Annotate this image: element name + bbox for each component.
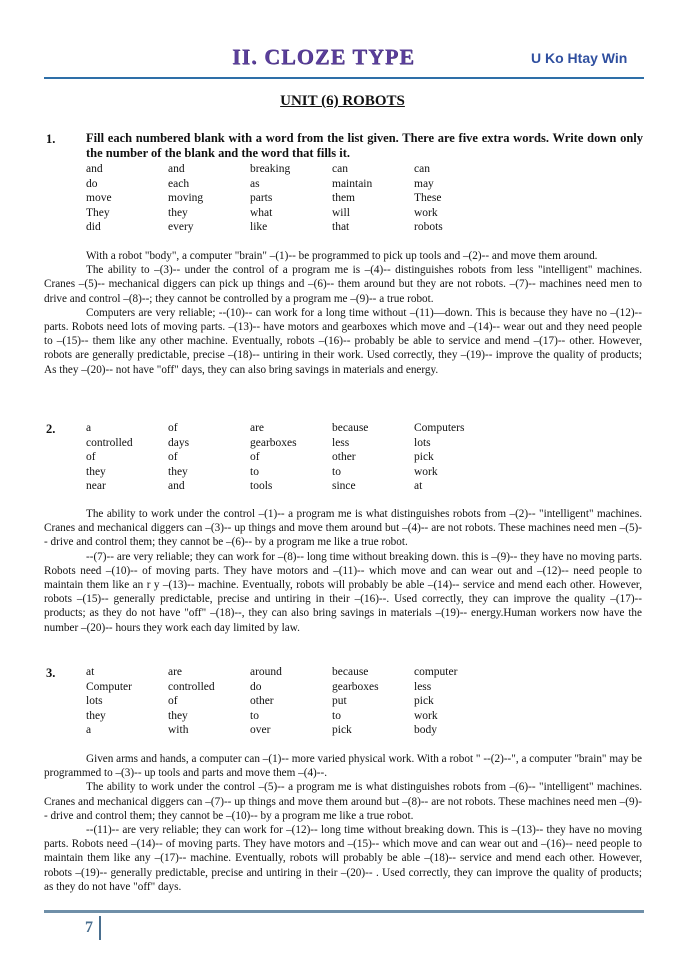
word-option: may — [414, 177, 434, 190]
passage-paragraph: --(7)-- are very reliable; they can work for –(8)-- long time without breaking down. this is –(9)-- they have no moving parts. Robots need –(10)-- of moving parts. They have motors and –(11)-- which move and can wear out and –(12)-- need people to maintain them like an r y –(13)-- machine. Eventually, robots will probably be able –(14)-- service and mend each other. However, robots –(15)-- generally predictable, precise and untiring in their –(16)--. Used correctly, they can improve the quality –(17)-- products; as they do not have "off" –(18)--, they can also bring savings in materials –(19)-- energy.Human workers now have the number –(20)-- hours they work each day limited by law. — [44, 550, 642, 634]
question-3-number: 3. — [46, 666, 56, 680]
word-option: robots — [414, 221, 443, 233]
word-option: put — [332, 695, 347, 707]
word-list-1 — [86, 162, 504, 235]
cloze-passage-1 — [44, 249, 642, 377]
word-option: since — [332, 480, 356, 492]
word-option: body — [414, 724, 437, 736]
question-2-number: 2. — [46, 422, 56, 436]
word-option: of — [250, 451, 260, 463]
author-name: U Ko Htay Win — [531, 50, 628, 66]
word-option: computer — [414, 666, 458, 678]
cloze-passage-2 — [44, 507, 642, 635]
word-option: to — [332, 465, 341, 478]
word-option: because — [332, 422, 369, 434]
word-option: to — [250, 709, 259, 722]
word-option: can — [332, 163, 348, 175]
word-option: because — [332, 666, 369, 678]
word-option: lots — [414, 436, 431, 449]
word-option: move — [86, 192, 112, 204]
word-option: can — [414, 163, 430, 175]
page-header — [0, 0, 685, 80]
question-1-instruction: Fill each numbered blank with a word from the list given. There are five extra words. Write down only the number of the blank and the word that fills it. — [86, 131, 643, 160]
word-option: moving — [168, 192, 204, 204]
word-option: they — [168, 206, 188, 219]
passage-paragraph: The ability to –(3)-- under the control of a program me is –(4)-- distinguishes robots from less "intelligent" machines. Cranes –(5)-- mechanical diggers can pick up things and –(6)-- them around but they are not robots. –(7)-- machines need men to drive and control –(8)--; they cannot be controlled by a program me –(9)-- a true robot. — [44, 264, 642, 305]
word-option: gearboxes — [250, 436, 297, 449]
word-option: Computers — [414, 422, 465, 434]
header-divider — [44, 77, 644, 79]
passage-paragraph: The ability to work under the control –(5)-- a program me is what distinguishes robots from –(6)-- "intelligent" machines. Cranes and mechanical diggers can –(7)-- up things and move them around but –(8)-- are not robots. These machines need men –(9)-- drive and control them; they cannot be –(10)-- by a program me like a true robot. — [44, 781, 642, 822]
word-option: other — [332, 451, 356, 463]
unit-title: UNIT (6) ROBOTS — [280, 93, 405, 109]
page-number-bar — [99, 916, 101, 940]
word-option: are — [250, 422, 265, 434]
footer-divider — [44, 910, 644, 913]
word-option: will — [332, 206, 350, 219]
word-option: pick — [414, 695, 434, 707]
word-option: they — [86, 465, 106, 478]
word-option: like — [250, 221, 268, 233]
word-option: they — [86, 709, 106, 722]
passage-paragraph: --(11)-- are very reliable; they can work for –(12)-- long time without breaking down. This is –(13)-- they have no moving parts. Robots need –(14)-- of moving parts. They have motors and –(15)-- which move and can wear out and –(16)-- need people to maintain them like any –(17)-- machine. Eventually, robots will probably be able –(18)-- service and mend each other. However, robots –(19)-- generally predictable, precise and untiring in their –(20)-- . Used correctly, they can improve the quality of products; as they do not have "off" days. — [44, 824, 642, 893]
word-option: of — [168, 422, 178, 434]
word-option: parts — [250, 192, 273, 204]
word-option: with — [168, 724, 189, 736]
word-list-3 — [86, 665, 504, 738]
word-option: work — [414, 465, 438, 478]
word-option: lots — [86, 695, 103, 707]
passage-paragraph: Given arms and hands, a computer can –(1)-- more varied physical work. With a robot " --(2)--", a computer "brain" may be programmed to –(3)-- up tools and parts and move them –(4)--. — [44, 753, 642, 780]
word-option: what — [250, 206, 273, 219]
word-option: do — [86, 177, 98, 190]
word-option: less — [414, 680, 432, 693]
word-option: pick — [414, 451, 434, 463]
word-option: controlled — [168, 680, 215, 693]
word-option: gearboxes — [332, 680, 379, 693]
word-option: every — [168, 221, 194, 233]
word-option: Computer — [86, 680, 132, 693]
word-option: around — [250, 666, 282, 678]
cloze-passage-3 — [44, 752, 642, 894]
word-option: they — [168, 465, 188, 478]
word-option: and — [86, 163, 103, 175]
word-option: over — [250, 724, 271, 736]
word-option: These — [414, 192, 442, 204]
word-option: they — [168, 709, 188, 722]
question-1-number: 1. — [46, 132, 56, 146]
word-option: a — [86, 724, 92, 736]
word-option: work — [414, 709, 438, 722]
word-option: near — [86, 480, 106, 492]
word-option: are — [168, 666, 183, 678]
word-option: of — [86, 451, 96, 463]
word-option: of — [168, 451, 178, 463]
word-option: do — [250, 680, 262, 693]
passage-paragraph: Computers are very reliable; --(10)-- can work for a long time without –(11)—down. This is because they have no –(12)-- parts. Robots need lots of moving parts. –(13)-- have motors and gearboxes which move and –(14)-- wear out and they need people to –(15)-- them like any other machine. Eventually, robots –(16)-- probably be able to service and mend –(17)-- other. However, robots are generally predictable, precise –(18)-- untiring in their work. Used correctly, they –(19)-- improve the quality of products; As they –(20)-- not have "off" days, they can also bring savings in materials and energy. — [44, 306, 642, 376]
word-option: each — [168, 177, 190, 190]
word-option: did — [86, 221, 101, 233]
word-option: controlled — [86, 436, 133, 449]
word-option: as — [250, 177, 260, 190]
word-option: a — [86, 422, 92, 434]
word-option: tools — [250, 480, 273, 492]
word-option: and — [168, 163, 185, 175]
word-option: to — [250, 465, 259, 478]
word-option: at — [414, 480, 423, 492]
word-option: and — [168, 480, 185, 492]
word-option: them — [332, 192, 355, 204]
passage-paragraph: The ability to work under the control –(1)-- a program me is what distinguishes robots from –(2)-- "intelligent" machines. Cranes and mechanical diggers can –(3)-- up things and move them around but –(4)-- are not robots. These machines need men –(5)-- drive and control them; they cannot be –(6)-- by a program me like a true robot. — [44, 508, 642, 549]
word-option: that — [332, 221, 350, 233]
word-option: They — [86, 206, 110, 219]
page-number: 7 — [85, 919, 93, 936]
word-option: other — [250, 695, 274, 707]
word-option: pick — [332, 724, 352, 736]
word-option: days — [168, 436, 190, 449]
word-option: to — [332, 709, 341, 722]
word-option: work — [414, 206, 438, 219]
word-option: breaking — [250, 163, 291, 175]
section-title: II. CLOZE TYPE — [232, 44, 415, 69]
word-list-2 — [86, 421, 504, 494]
word-option: at — [86, 666, 95, 678]
word-option: of — [168, 695, 178, 707]
passage-paragraph: With a robot "body", a computer "brain" –(1)-- be programmed to pick up tools and –(2)-- and move them around. — [86, 250, 598, 262]
word-option: less — [332, 436, 350, 449]
word-option: maintain — [332, 177, 373, 190]
